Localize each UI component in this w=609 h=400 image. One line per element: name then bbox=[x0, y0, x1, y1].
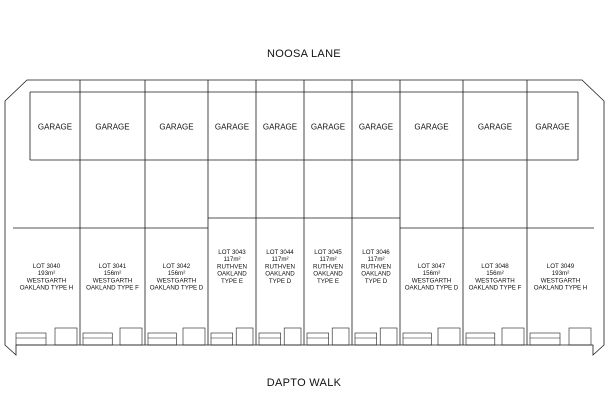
lot-lot-3043 bbox=[208, 123, 256, 346]
lot-lot-3040 bbox=[13, 123, 80, 346]
lot-area: 193m² bbox=[37, 270, 56, 277]
porch-outline bbox=[403, 333, 431, 345]
lot-number: LOT 3045 bbox=[314, 249, 342, 256]
entry-outline bbox=[120, 328, 142, 345]
garage-label: GARAGE bbox=[535, 122, 570, 132]
site-boundary bbox=[5, 80, 604, 355]
boundary-lines bbox=[5, 80, 604, 355]
lot-description: OAKLAND bbox=[313, 270, 343, 278]
lot-description: TYPE E bbox=[220, 277, 244, 285]
lot-description: RUTHVEN bbox=[361, 263, 391, 271]
lot-description: OAKLAND TYPE F bbox=[86, 284, 139, 292]
lot-area: 117m² bbox=[271, 256, 289, 263]
lot-description: WESTGARTH bbox=[411, 277, 452, 285]
lot-description: WESTGARTH bbox=[92, 277, 133, 285]
entry-outline bbox=[380, 328, 397, 345]
lot-description: OAKLAND bbox=[361, 270, 391, 278]
garage-label: GARAGE bbox=[358, 122, 394, 132]
lot-lot-3044 bbox=[256, 123, 304, 346]
garage-label: GARAGE bbox=[477, 122, 513, 132]
lot-lot-3049 bbox=[527, 123, 594, 346]
entry-outline bbox=[502, 328, 524, 345]
garage-label: GARAGE bbox=[95, 122, 130, 132]
lot-area: 156m² bbox=[103, 270, 122, 277]
lot-number: LOT 3044 bbox=[266, 249, 294, 256]
garage-label: GARAGE bbox=[414, 122, 449, 132]
lot-area: 156m² bbox=[486, 270, 504, 277]
lot-number: LOT 3041 bbox=[98, 263, 127, 270]
lot-description: OAKLAND TYPE H bbox=[533, 284, 588, 292]
garage-label: GARAGE bbox=[262, 122, 298, 132]
lot-lot-3046 bbox=[352, 123, 400, 346]
lot-description: OAKLAND TYPE D bbox=[404, 284, 459, 292]
porch-outline bbox=[83, 333, 112, 345]
entry-outline bbox=[183, 328, 205, 345]
lot-description: WESTGARTH bbox=[156, 277, 197, 285]
lot-lot-3045 bbox=[304, 123, 352, 346]
porch-outline bbox=[259, 333, 281, 345]
garage-label: GARAGE bbox=[37, 122, 73, 132]
porch-outline bbox=[148, 333, 176, 345]
lot-description: RUTHVEN bbox=[313, 263, 343, 271]
lot-description: TYPE D bbox=[364, 277, 388, 285]
lot-lot-3047 bbox=[400, 123, 463, 346]
street-label-noosa-lane: NOOSA LANE bbox=[267, 48, 341, 60]
lot-description: OAKLAND bbox=[265, 270, 295, 278]
lot-number: LOT 3048 bbox=[481, 263, 509, 270]
entry-outline bbox=[438, 328, 460, 345]
entry-outline bbox=[236, 328, 253, 345]
lot-description: TYPE E bbox=[316, 277, 340, 285]
entry-outline bbox=[55, 328, 77, 345]
porch-outline bbox=[16, 333, 46, 345]
entry-outline bbox=[332, 328, 349, 345]
lot-description: OAKLAND TYPE F bbox=[468, 284, 522, 292]
lot-description: TYPE D bbox=[268, 277, 292, 285]
lot-description: OAKLAND TYPE D bbox=[149, 284, 204, 292]
lot-area: 117m² bbox=[223, 256, 241, 263]
lot-number: LOT 3047 bbox=[417, 263, 446, 270]
lot-description: RUTHVEN bbox=[217, 263, 247, 271]
lot-description: OAKLAND bbox=[217, 270, 247, 278]
street-label-dapto-walk: DAPTO WALK bbox=[266, 377, 342, 389]
lot-area: 193m² bbox=[551, 270, 570, 277]
lot-number: LOT 3046 bbox=[362, 249, 390, 256]
garage-label: GARAGE bbox=[310, 122, 346, 132]
lot-area: 156m² bbox=[167, 270, 186, 277]
porch-outline bbox=[530, 333, 560, 345]
porch-outline bbox=[355, 333, 377, 345]
lot-lot-3042 bbox=[145, 123, 208, 346]
lot-description: WESTGARTH bbox=[26, 277, 67, 285]
lot-lot-3041 bbox=[80, 123, 145, 346]
lot-number: LOT 3042 bbox=[162, 263, 191, 270]
lot-area: 117m² bbox=[367, 256, 385, 263]
lot-number: LOT 3040 bbox=[32, 263, 61, 270]
lot-description: WESTGARTH bbox=[475, 277, 515, 285]
lot-area: 156m² bbox=[422, 270, 441, 277]
lot-lot-3048 bbox=[463, 123, 527, 346]
lot-description: RUTHVEN bbox=[265, 263, 295, 271]
porch-outline bbox=[307, 333, 329, 345]
porch-outline bbox=[211, 333, 233, 345]
lot-number: LOT 3043 bbox=[218, 249, 246, 256]
lot-number: LOT 3049 bbox=[546, 263, 575, 270]
lot-description: WESTGARTH bbox=[540, 277, 581, 285]
entry-outline bbox=[284, 328, 301, 345]
garage-label: GARAGE bbox=[159, 122, 194, 132]
lot-area: 117m² bbox=[319, 256, 337, 263]
entry-outline bbox=[569, 328, 591, 345]
porch-outline bbox=[466, 333, 495, 345]
lot-description: OAKLAND TYPE H bbox=[19, 284, 74, 292]
lots bbox=[13, 123, 594, 346]
garage-label: GARAGE bbox=[214, 122, 250, 132]
